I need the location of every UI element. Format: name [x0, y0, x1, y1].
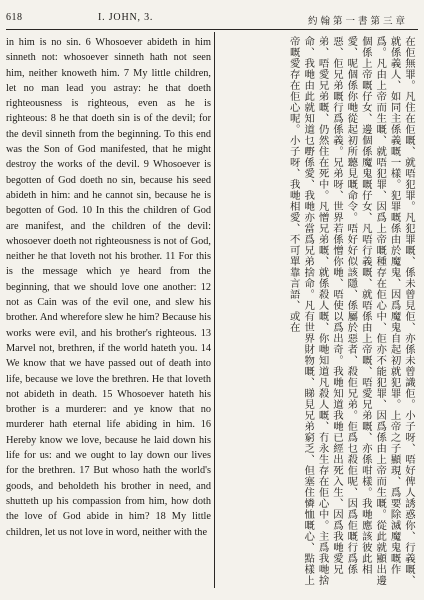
page-number: 618 [6, 12, 23, 23]
english-book-reference: I. JOHN, 3. [98, 12, 154, 23]
english-text: in him is no sin. 6 Whosoever abideth in him sinneth not: whosoever sinneth hath not seen him, neither knoweth him. 7 My little children, let no man lead you astray: he that doeth righteousness is righteous, even as he is righteous: 8 he that doeth sin is of the devil; for the devil sinneth from the beginning. To this end was the Son of God manifested, that he might destroy the works of the devil. 9 Whosoever is begotten of God doeth no sin, because his seed abideth in him: and he cannot sin, because he is begotten of God. 10 In this the children of God are manifest, and the children of the devil: whosoever doeth not righteousness is not of God, neither he that loveth not his brother. 11 For this is the message which ye heard from the beginning, that we should love one another: 12 not as Cain was of the evil one, and slew his brother. And wherefore slew he him? Because his works were evil, and his brother's righteous. 13 Marvel not, brethren, if the world hateth you. 14 We know that we have passed out of death into life, because we love the brethren. He that loveth not abideth in death. 15 Whosoever hateth his brother is a murderer: and ye know that no murderer hath eternal life abiding in him. 16 Hereby know we love, because he laid down his life for us: and we ought to lay down our lives for the brethren. 17 But whoso hath the world's goods, and beholdeth his brother in need, and shutteth up his compassion from him, how doth the love of God abide in him? 18 My little children, let us not love in word, neither with the [6, 37, 211, 538]
page-header [6, 12, 418, 26]
column-divider [214, 32, 215, 588]
english-column [6, 35, 211, 587]
header-rule [6, 29, 418, 30]
chinese-column: 在佢無罪。凡住在佢嘅、就唔犯罪。凡犯罪嘅、係未曾見佢、亦係未曾識佢。小子呀、唔好俾人誘惑你、行義嘅、就係義人、如同主係義嘅一樣。犯罪嘅係由於魔鬼、因爲魔鬼自起初就犯罪。上帝之子顯現、爲要除滅魔鬼嘅作爲。凡由上帝而生嘅、就唔犯罪、因爲上帝嘅種存在佢心中、佢亦不能犯罪、因爲係由上帝而生嘅。從此就顯出邊個係上帝嘅仔女、邊個係魔鬼嘅仔女、凡唔行義嘅、就唔係由上帝嘅、唔愛兄弟嘅、亦係咁樣。我哋應該彼此相愛、呢個係你哋從起初所聽見嘅命令。唔好好似該隱、係屬於惡者、殺佢兄弟。佢爲乜殺佢呢、因爲佢嘅行爲係惡、佢兄弟嘅行爲係義。兄弟呀、世界若係憎你哋、唔使以爲出奇。我哋知道我哋已經出死入生、因爲我哋愛兄弟、唔愛兄弟嘅、仍然住在死中。凡憎兄弟嘅、就係殺人嘅、你哋知道凡殺人嘅、冇永生存在佢心中。主爲我哋捨命、我哋由此就知道乜嘢係愛、我哋亦當爲兄弟捨命。凡有世界財物嘅、睇見兄弟窮乏、但塞住憐恤嘅心、點樣上帝嘅愛存在佢心呢。小子呀、我哋相愛、不可單靠言語、或在 [287, 36, 415, 586]
chinese-book-title: 約翰第一書第三章 [307, 16, 408, 27]
